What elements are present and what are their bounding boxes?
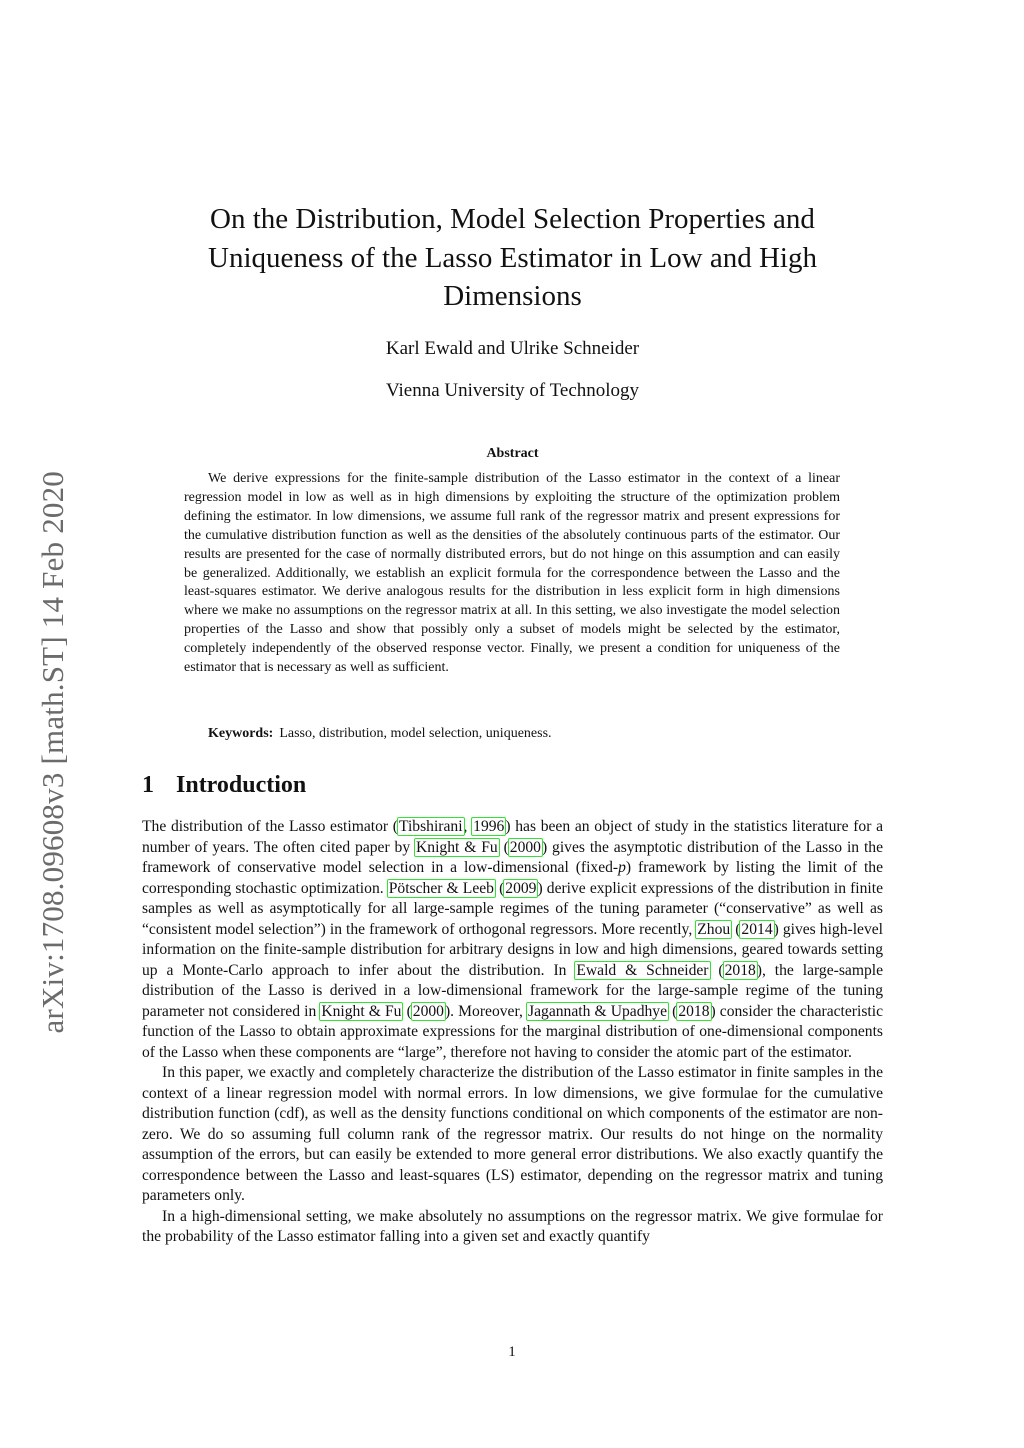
text-run: ) consider the characteristic function of the Lasso to obtain approximate expressions for the marginal distribution of one-dimensional components of the Lasso when these components are “large”, therefore not having to consider the atomic part of the estimator.	[142, 1002, 883, 1061]
section-title: Introduction	[176, 772, 307, 798]
keywords-text: Lasso, distribution, model selection, uniqueness.	[279, 726, 552, 741]
citation-link[interactable]: 2018	[724, 961, 756, 979]
section-number: 1	[142, 772, 154, 798]
text-run: (	[494, 879, 505, 897]
authors: Karl Ewald and Ulrike Schneider	[385, 338, 640, 359]
citation-link[interactable]: 2000	[509, 838, 541, 856]
text-run: ) framework by listing the limit of the corresponding stochastic optimization.	[142, 859, 883, 897]
abstract-heading: Abstract	[486, 446, 539, 461]
citation-link[interactable]: 2018	[678, 1002, 710, 1020]
intro-paragraph-1	[142, 817, 883, 1063]
text-run: ,	[463, 818, 473, 835]
citation-link[interactable]: 2014	[741, 920, 773, 938]
arxiv-stamp-text: arXiv:1708.09608v3 [math.ST] 14 Feb 2020	[35, 471, 70, 1034]
citation-link[interactable]: Tibshirani	[398, 818, 463, 835]
text-run: ). Moreover,	[444, 1002, 528, 1020]
paper-title: On the Distribution, Model Selection Properties and Uniqueness of the Lasso Estimator in Low and High Dimensions	[208, 203, 817, 312]
text-run: ) has been an object of study in the statistics literature for a number of years. The often cited paper by	[142, 818, 884, 856]
abstract-text: We derive expressions for the finite-sample distribution of the Lasso estimator in the context of a linear regression model in low as well as in high dimensions by exploiting the structure of the optimization problem defining the estimator. In low dimensions, we assume full rank of the regressor matrix and present expressions for the cumulative distribution function as well as the densities of the absolutely continuous parts of the estimator. Our results are presented for the case of normally distributed errors, but do not hinge on this assumption and can easily be generalized. Additionally, we establish an explicit formula for the correspondence between the Lasso and the least-squares estimator. We derive analogous results for the distribution in less explicit form in high dimensions where we make no assumptions on the regressor matrix at all. In this setting, we also investigate the model selection properties of the Lasso and show that possibly only a subset of models might be selected by the estimator, completely independently of the observed response vector. Finally, we present a condition for uniqueness of the estimator that is necessary as well as sufficient.	[184, 471, 840, 676]
keywords-label: Keywords:	[208, 726, 274, 741]
text-run: ) gives the asymptotic distribution of the Lasso in the framework of conservative model selection in a low-dimensional (fixed-	[142, 838, 884, 876]
text-run: (	[402, 1002, 412, 1020]
citation-link[interactable]: Zhou	[697, 920, 731, 938]
citation-link[interactable]: Pötscher & Leeb	[388, 879, 494, 897]
page-number: 1	[508, 1344, 516, 1360]
text-run: (	[668, 1002, 678, 1020]
math-symbol: p	[618, 859, 626, 876]
text-run: ), the large-sample distribution of the Lasso is derived in a low-dimensional framework for the large-sample regime of the tuning parameter not considered in	[142, 961, 884, 1020]
text-run: ) derive explicit expressions of the distribution in finite samples as well as asymptotically for all large-sample regimes of the tuning parameter (“conservative” as well as “consistent model selection”) in the framework of orthogonal regressors. More recently,	[142, 879, 884, 938]
affiliation: Vienna University of Technology	[385, 380, 640, 401]
citation-link[interactable]: 2000	[412, 1002, 444, 1020]
text-run: The distribution of the Lasso estimator (	[142, 818, 398, 835]
arxiv-stamp	[28, 435, 78, 1070]
citation-link[interactable]: Knight & Fu	[321, 1002, 402, 1020]
text-run: ) gives high-level information on the finite-sample distribution for arbitrary designs in low and high dimensions, geared towards setting up a Monte-Carlo approach to infer about the distribution. In	[142, 920, 883, 979]
section-heading	[142, 772, 306, 799]
introduction-body	[142, 817, 883, 1248]
intro-paragraph-3: In a high-dimensional setting, we make absolutely no assumptions on the regressor matrix. We give formulae for the probability of the Lasso estimator falling into a given set and exactly quantify	[142, 1207, 883, 1245]
citation-link[interactable]: 2009	[505, 879, 537, 897]
citation-link[interactable]: Ewald & Schneider	[576, 961, 709, 979]
text-run: (	[731, 920, 741, 938]
intro-paragraph-2: In this paper, we exactly and completely characterize the distribution of the Lasso estimator in finite samples in the context of a linear regression model with normal errors. In low dimensions, we give formulae for the cumulative distribution function (cdf), as well as the density functions conditional on which components of the estimator are non-zero. We do so assuming full column rank of the regressor matrix. Our results do not hinge on the normality assumption of the errors, but can easily be extended to more general error distributions. We also exactly quantify the correspondence between the Lasso and least-squares (LS) estimator, depending on the regressor matrix and tuning parameters only.	[142, 1064, 883, 1204]
citation-link[interactable]: Knight & Fu	[416, 838, 498, 856]
keywords	[208, 726, 828, 742]
citation-link[interactable]: Jagannath & Upadhye	[528, 1002, 668, 1020]
text-run: (	[498, 838, 509, 856]
citation-link[interactable]: 1996	[473, 818, 505, 835]
text-run: (	[709, 961, 724, 979]
